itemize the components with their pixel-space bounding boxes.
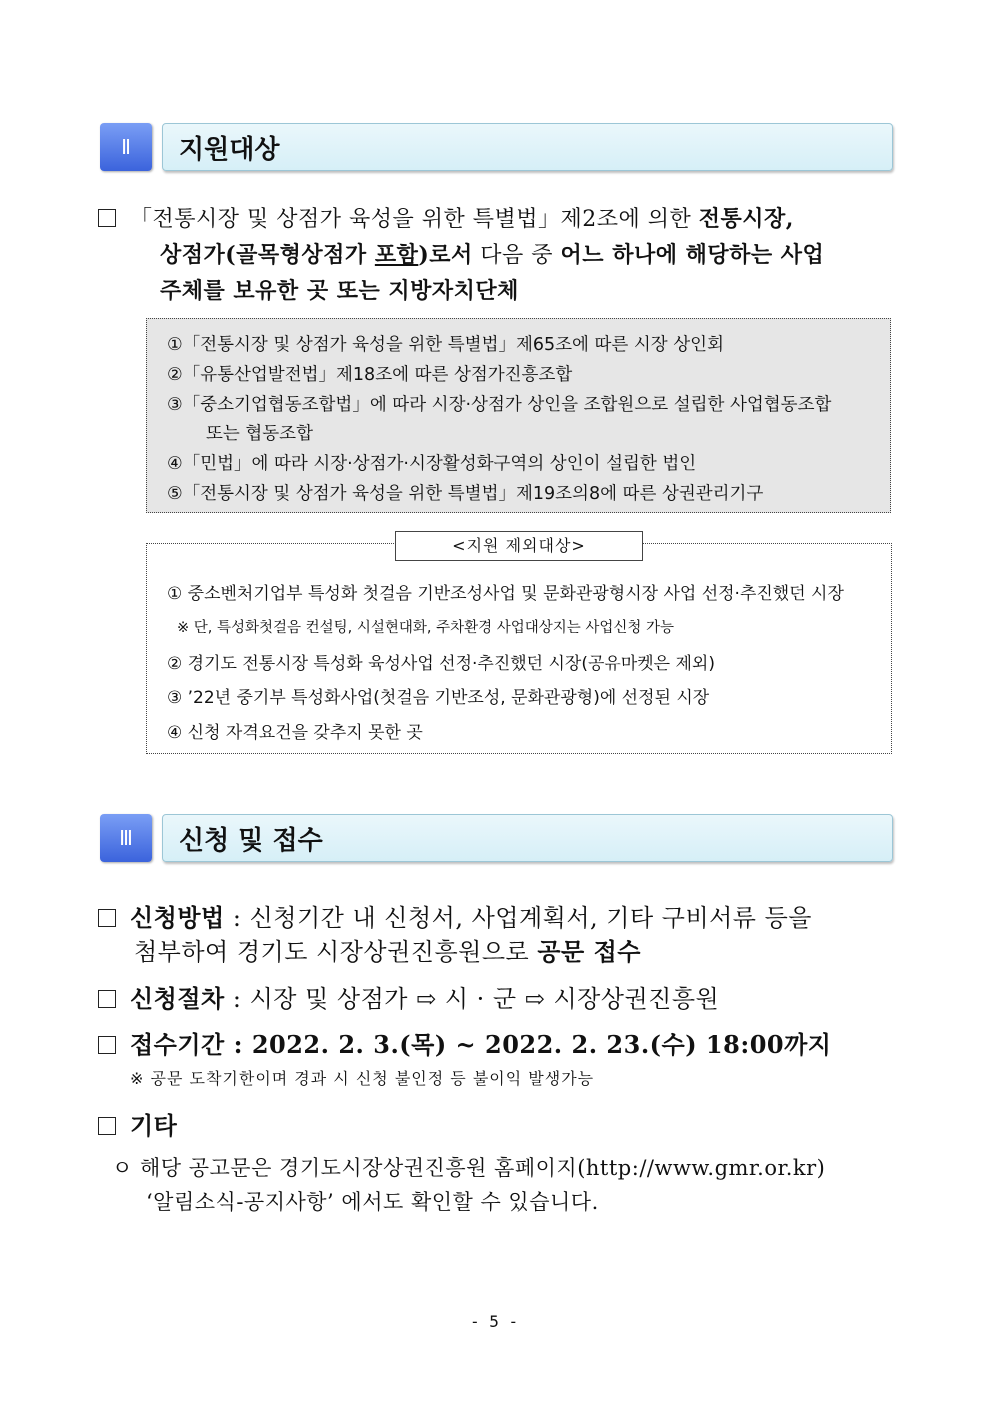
criteria-item-4: ④「민법」에 따라 시장·상점가·시장활성화구역의 상인이 설립한 법인	[167, 454, 697, 474]
procedure-text: : 시장 및 상점가 ⇨ 시 · 군 ⇨ 시장상권진흥원	[224, 985, 720, 1013]
checkbox-square-icon	[98, 909, 116, 927]
intro-line-1	[98, 202, 794, 233]
criteria-item-3: ③「중소기업협동조합법」에 따라 시장·상점가 상인을 조합원으로 설립한 사업협동조합	[167, 395, 832, 415]
section-3-title: 신청 및 접수	[162, 814, 893, 862]
intro-line-2	[160, 238, 824, 269]
criteria-item-1: ①「전통시장 및 상점가 육성을 위한 특별법」제65조에 따른 시장 상인회	[167, 335, 724, 355]
procedure-line	[98, 979, 719, 1014]
exclusion-item-2: ② 경기도 전통시장 특성화 육성사업 선정·추진했던 시장(공유마켓은 제외)	[167, 654, 715, 674]
etc-line	[98, 1106, 177, 1141]
exclusion-item-3: ③ ’22년 중기부 특성화사업(첫걸음 기반조성, 문화관광형)에 선정된 시장	[167, 688, 710, 708]
intro-line-3: 주체를 보유한 곳 또는 지방자치단체	[160, 278, 519, 304]
etc-text-2: ‘알림소식-공지사항’ 에서도 확인할 수 있습니다.	[146, 1190, 599, 1214]
checkbox-square-icon	[98, 1117, 116, 1135]
period-line	[98, 1025, 831, 1060]
criteria-item-3-cont: 또는 협동조합	[206, 424, 313, 444]
procedure-label: 신청절차	[130, 985, 225, 1013]
checkbox-square-icon	[98, 209, 116, 227]
method-line-1	[98, 898, 812, 933]
intro-line-2-underline: 포함	[374, 242, 419, 268]
period-label: 접수기간	[130, 1031, 225, 1059]
intro-line-1-bold: 전통시장,	[698, 206, 794, 232]
section-3-header	[100, 814, 893, 862]
eligibility-criteria-box	[146, 318, 891, 513]
intro-line-1-text: 「전통시장 및 상점가 육성을 위한 특별법」제2조에 의한	[130, 207, 699, 232]
checkbox-square-icon	[98, 990, 116, 1008]
intro-line-2-bold-b: )로서	[418, 242, 473, 268]
exclusion-item-4: ④ 신청 자격요건을 갖추지 못한 곳	[167, 723, 423, 743]
period-text: : 2022. 2. 3.(목) ~ 2022. 2. 23.(수) 18:00까지	[224, 1030, 832, 1059]
section-2-number: Ⅱ	[100, 123, 152, 171]
section-2-title: 지원대상	[162, 123, 893, 171]
method-label: 신청방법	[130, 904, 225, 932]
intro-line-2-bold-a: 상점가(골목형상점가	[160, 242, 375, 268]
method-text-1: : 신청기간 내 신청서, 사업계획서, 기타 구비서류 등을	[224, 904, 812, 932]
exclusion-title: <지원 제외대상>	[395, 531, 643, 561]
section-3-number: Ⅲ	[100, 814, 152, 862]
etc-label: 기타	[130, 1112, 178, 1140]
exclusion-box	[146, 536, 892, 754]
page-number: - 5 -	[470, 1312, 519, 1331]
method-line-2	[134, 932, 641, 967]
checkbox-square-icon	[98, 1036, 116, 1054]
exclusion-item-1: ① 중소벤처기업부 특성화 첫걸음 기반조성사업 및 문화관광형시장 사업 선정·추진했던 시장	[167, 584, 844, 604]
exclusion-note: ※ 단, 특성화첫걸음 컨설팅, 시설현대화, 주차환경 사업대상지는 사업신청 가능	[177, 620, 675, 636]
method-text-2-bold: 공문 접수	[537, 937, 641, 966]
criteria-item-5: ⑤「전통시장 및 상점가 육성을 위한 특별법」제19조의8에 따른 상권관리기구	[167, 484, 764, 504]
etc-text-1: ㅇ 해당 공고문은 경기도시장상권진흥원 홈페이지(http://www.gmr.or.kr)	[112, 1156, 826, 1180]
intro-line-2-bold: 어느 하나에 해당하는 사업	[560, 242, 825, 268]
criteria-item-2: ②「유통산업발전법」제18조에 따른 상점가진흥조합	[167, 365, 573, 385]
method-text-2: 첨부하여 경기도 시장상권진흥원으로	[134, 938, 538, 966]
section-2-header	[100, 123, 893, 171]
intro-line-2-plain: 다음 중	[472, 243, 561, 268]
period-note: ※ 공문 도착기한이며 경과 시 신청 불인정 등 불이익 발생가능	[130, 1069, 595, 1088]
